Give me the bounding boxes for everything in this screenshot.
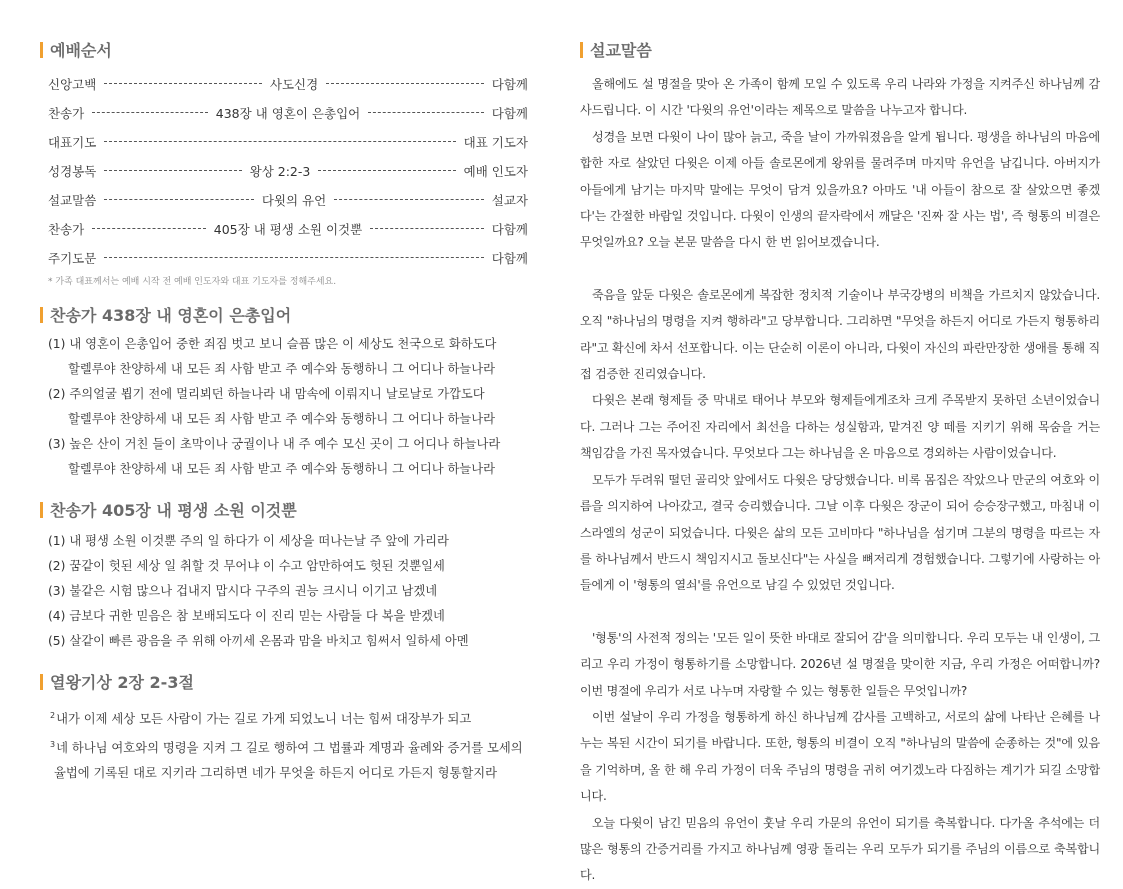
order-item-content: 다윗의 유언: [261, 192, 327, 208]
hymn-438-title: [40, 303, 528, 326]
sermon-title-text: 설교말씀: [590, 41, 652, 60]
order-item-label: 주기도문: [48, 250, 97, 266]
dashed-leader: [326, 83, 484, 84]
accent-bar: [40, 502, 43, 518]
order-item-content: 사도신경: [269, 76, 319, 92]
scripture-passage: [40, 703, 528, 786]
order-item-label: 신앙고백: [48, 76, 97, 92]
dashed-leader: [104, 199, 254, 200]
hymn-refrain: 할렐루야 찬양하세 내 모든 죄 사함 받고 주 예수와 동행하니 그 어디나 하늘나라: [68, 362, 496, 376]
sermon-paragraph: 성경을 보면 다윗이 나이 많아 늙고, 죽을 날이 가까워졌음을 알게 됩니다. 평생을 하나님의 마음에 합한 자로 살았던 다윗은 이제 아들 솔로몬에게 왕위를 물려주며 마지막 유언을 남깁니다. 아버지가 아들에게 남기는 마지막 말에는 무엇이 담겨 있을까요? 아마도 '내 아들이 참으로 잘 살았으면 좋겠다'는 간절한 바람일 것입니다. 다윗이 인생의 끝자락에서 깨달은 '진짜 잘 사는 법', 즉 형통의 비결은 무엇일까요? 오늘 본문 말씀을 다시 한 번 읽어보겠습니다.: [580, 129, 1100, 250]
dashed-leader: [318, 170, 455, 171]
hymn-405-lyrics: [40, 529, 528, 654]
hymn-438-lyrics: [40, 332, 528, 482]
scripture-verse: [50, 703, 528, 732]
right-column: [580, 38, 1100, 889]
dashed-leader: [104, 170, 241, 171]
order-row: [40, 214, 528, 243]
hymn-verse: (1) 내 영혼이 은총입어 중한 죄짐 벗고 보니 슬픔 많은 이 세상도 천국으로 화하도다: [48, 337, 497, 351]
left-column: [40, 38, 528, 786]
order-item-content: 왕상 2:2-3: [249, 163, 311, 179]
order-row: [40, 156, 528, 185]
verse-number: 2: [50, 711, 56, 720]
sermon-paragraph: 오늘 다윗이 남긴 믿음의 유언이 훗날 우리 가문의 유언이 되기를 축복합니다. 다가올 추석에는 더 많은 형통의 간증거리를 가지고 하나님께 영광 돌리는 우리 모두가 되기를 주님의 이름으로 축복합니다.: [580, 815, 1100, 883]
order-row: [40, 98, 528, 127]
order-row: [40, 69, 528, 98]
dashed-leader: [368, 112, 484, 113]
sermon-paragraph: 모두가 두려워 떨던 골리앗 앞에서도 다윗은 당당했습니다. 비록 몸집은 작았으나 만군의 여호와 이름을 의지하여 나아갔고, 결국 승리했습니다. 그날 이후 다윗은 장군이 되어 승승장구했고, 마침내 이스라엘의 성군이 되었습니다. 다윗은 삶의 모든 고비마다 "하나님을 섬기며 그분의 명령을 따르는 자를 하나님께서 반드시 책임지시고 돌보신다"는 사실을 뼈저리게 경험했습니다. 그렇기에 사랑하는 아들에게 이 '형통의 열쇠'를 유언으로 남길 수 있었던 것입니다.: [580, 472, 1100, 593]
dashed-leader: [104, 141, 455, 142]
accent-bar: [40, 307, 43, 323]
hymn-verse: (3) 불같은 시험 많으나 겁내지 맙시다 구주의 권능 크시니 이기고 남겠네: [48, 584, 438, 598]
sermon-title: [580, 38, 1100, 61]
verse-text: 율법에 기록된 대로 지키라 그리하면 네가 무엇을 하든지 어디로 가든지 형통할지라: [54, 766, 497, 781]
order-row: [40, 185, 528, 214]
accent-bar: [580, 42, 583, 58]
order-item-label: 설교말씀: [48, 192, 97, 208]
hymn-405-title-text: 찬송가 405장 내 평생 소원 이것뿐: [50, 501, 297, 520]
order-item-label: 대표기도: [48, 134, 97, 150]
accent-bar: [40, 674, 43, 690]
order-item-leader: 다함께: [491, 105, 528, 121]
order-item-leader: 설교자: [491, 192, 528, 208]
accent-bar: [40, 42, 43, 58]
order-item-label: 찬송가: [48, 105, 85, 121]
order-item-leader: 다함께: [491, 250, 528, 266]
worship-order-title-text: 예배순서: [50, 41, 112, 60]
hymn-refrain: 할렐루야 찬양하세 내 모든 죄 사함 받고 주 예수와 동행하니 그 어디나 하늘나라: [68, 462, 496, 476]
order-item-content: 438장 내 영혼이 은총입어: [215, 105, 361, 121]
hymn-verse: (2) 꿈같이 헛된 세상 일 취할 것 무어냐 이 수고 암만하여도 헛된 것뿐일세: [48, 559, 445, 573]
order-item-leader: 다함께: [491, 221, 528, 237]
scripture-verse: [50, 732, 528, 761]
scripture-title: [40, 670, 528, 693]
hymn-verse: (3) 높은 산이 거친 들이 초막이나 궁궐이나 내 주 예수 모신 곳이 그 어디나 하늘나라: [48, 437, 501, 451]
hymn-405-title: [40, 498, 528, 521]
dashed-leader: [92, 112, 208, 113]
dashed-leader: [104, 257, 483, 258]
sermon-paragraph: 이번 설날이 우리 가정을 형통하게 하신 하나님께 감사를 고백하고, 서로의 삶에 나타난 은혜를 나누는 복된 시간이 되기를 바랍니다. 또한, 형통의 비결이 오직 "하나님의 말씀에 순종하는 것"에 있음을 기억하며, 올 한 해 우리 가정이 더욱 주님의 명령을 귀히 여기겠노라 다짐하는 계기가 되길 소망합니다.: [580, 709, 1100, 804]
order-item-leader: 예배 인도자: [463, 163, 529, 179]
sermon-paragraph: 다윗은 본래 형제들 중 막내로 태어나 부모와 형제들에게조차 크게 주목받지 못하던 소년이었습니다. 그러나 그는 주어진 자리에서 최선을 다하는 성실함과, 맡겨진 양 떼를 지키기 위해 목숨을 거는 책임감을 가진 목자였습니다. 무엇보다 그는 하나님을 온 마음으로 경외하는 사람이었습니다.: [580, 393, 1100, 461]
order-row: [40, 243, 528, 272]
verse-text: 내가 이제 세상 모든 사람이 가는 길로 가게 되었노니 너는 힘써 대장부가 되고: [56, 712, 472, 727]
hymn-438-title-text: 찬송가 438장 내 영혼이 은총입어: [50, 306, 292, 325]
sermon-body: [580, 71, 1100, 889]
order-note: * 가족 대표께서는 예배 시작 전 예배 인도자와 대표 기도자를 정해주세요.: [48, 277, 337, 287]
dashed-leader: [334, 199, 484, 200]
worship-order-title: [40, 38, 528, 61]
hymn-verse: (4) 금보다 귀한 믿음은 참 보배되도다 이 진리 믿는 사람들 다 복을 받겠네: [48, 609, 445, 623]
hymn-verse: (2) 주의얼굴 뵙기 전에 멀리뵈던 하늘나라 내 맘속에 이뤄지니 날로날로 가깝도다: [48, 387, 485, 401]
order-item-leader: 다함께: [491, 76, 529, 92]
order-item-label: 성경봉독: [48, 163, 97, 179]
hymn-verse: (5) 살같이 빠른 광음을 주 위해 아끼세 온몸과 맘을 바치고 힘써서 일하세 아멘: [48, 634, 469, 648]
sermon-paragraph: 죽음을 앞둔 다윗은 솔로몬에게 복잡한 정치적 기술이나 부국강병의 비책을 가르치지 않았습니다. 오직 "하나님의 명령을 지켜 행하라"고 당부합니다. 그리하면 "무엇을 하든지 어디로 가든지 형통하리라"고 확신에 차서 선포합니다. 이는 단순히 이론이 아니라, 다윗이 자신의 파란만장한 생애를 통해 직접 검증한 진리였습니다.: [580, 287, 1100, 382]
verse-number: 3: [50, 740, 56, 750]
scripture-title-text: 열왕기상 2장 2-3절: [50, 673, 194, 692]
dashed-leader: [92, 228, 206, 229]
worship-order-list: [40, 69, 528, 272]
hymn-verse: (1) 내 평생 소원 이것뿐 주의 일 하다가 이 세상을 떠나는날 주 앞에 가리라: [48, 534, 449, 548]
order-item-content: 405장 내 평생 소원 이것뿐: [213, 221, 363, 237]
order-item-leader: 대표 기도자: [463, 134, 528, 150]
dashed-leader: [370, 228, 484, 229]
order-item-label: 찬송가: [48, 221, 85, 237]
hymn-refrain: 할렐루야 찬양하세 내 모든 죄 사함 받고 주 예수와 동행하니 그 어디나 하늘나라: [68, 412, 496, 426]
scripture-verse: [50, 761, 528, 786]
verse-text: 네 하나님 여호와의 명령을 지켜 그 길로 행하여 그 법률과 계명과 율례와 증거를 모세의: [56, 741, 523, 756]
sermon-paragraph: '형통'의 사전적 정의는 '모든 일이 뜻한 바대로 잘되어 감'을 의미합니다. 우리 모두는 내 인생이, 그리고 우리 가정이 형통하기를 소망합니다. 2026년 설 명절을 맞이한 지금, 우리 가정은 어떠합니까? 이번 명절에 우리가 서로 나누며 자랑할 수 있는 형통한 일들은 무엇입니까?: [580, 630, 1100, 698]
sermon-paragraph: 올해에도 설 명절을 맞아 온 가족이 함께 모일 수 있도록 우리 나라와 가정을 지켜주신 하나님께 감사드립니다. 이 시간 '다윗의 유언'이라는 제목으로 말씀을 나누고자 합니다.: [580, 77, 1100, 118]
order-row: [40, 127, 528, 156]
dashed-leader: [104, 83, 262, 84]
